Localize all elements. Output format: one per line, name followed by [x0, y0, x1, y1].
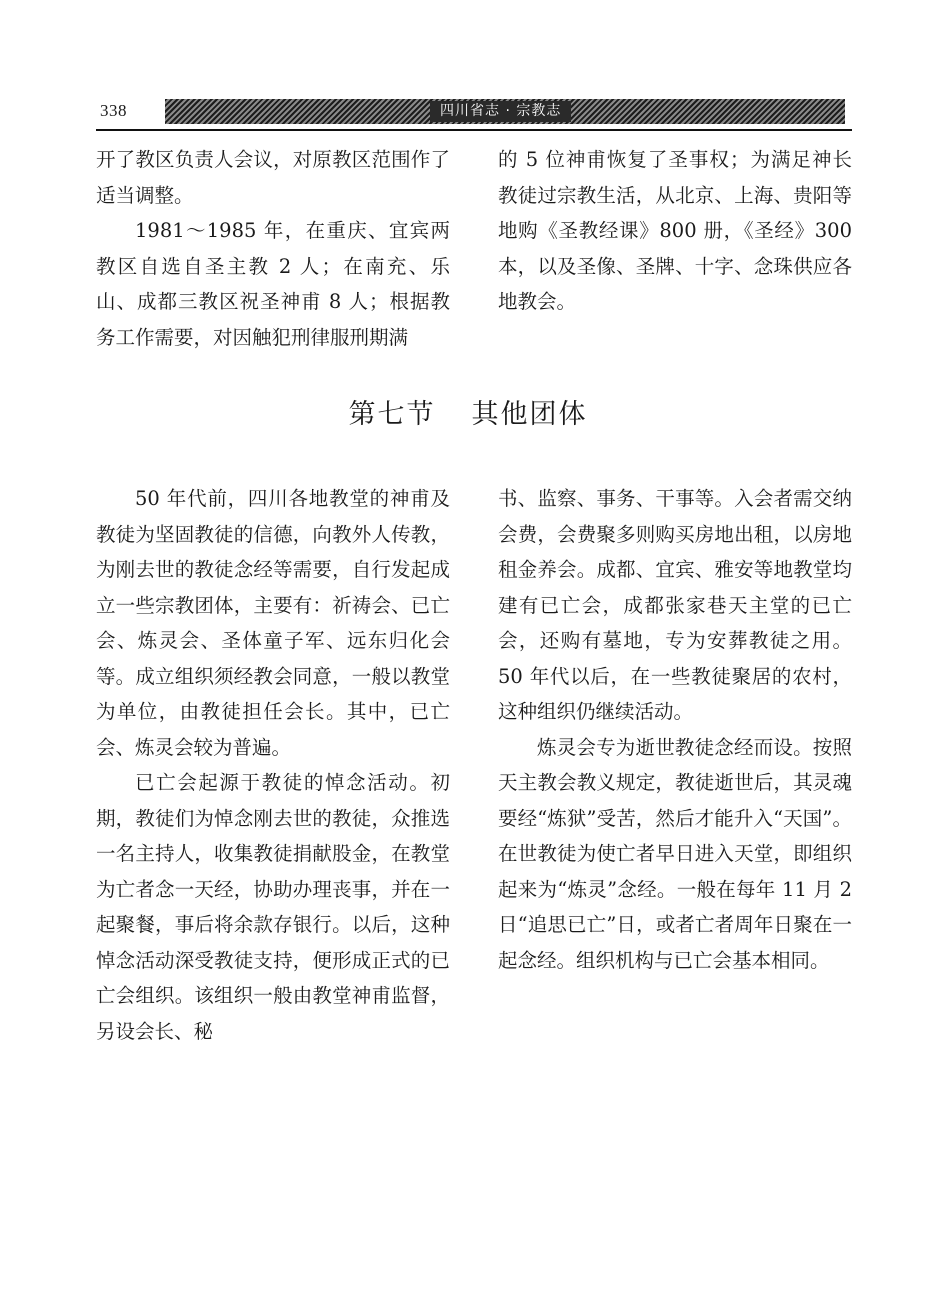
paragraph: 已亡会起源于教徒的悼念活动。初期，教徒们为悼念刚去世的教徒，众推选一名主持人，收集教徒捐献股金，在教堂为亡者念一天经，协助办理丧事，并在一起聚餐，事后将余款存银行。以后，这种悼念活动深受教徒支持，便形成正式的已亡会组织。该组织一般由教堂神甫监督，另设会长、秘: [96, 771, 450, 1043]
paragraph: 的 5 位神甫恢复了圣事权；为满足神长教徒过宗教生活，从北京、上海、贵阳等地购《圣教经课》800 册，《圣经》300 本，以及圣像、圣牌、十字、念珠供应各地教会。: [498, 148, 852, 313]
section-title: 其他团体: [471, 399, 588, 430]
section-heading: [0, 392, 936, 431]
top-right-column: [498, 142, 852, 320]
bottom-right-column: [498, 481, 852, 978]
page-number: 338: [100, 101, 127, 120]
section-number: 第七节: [348, 399, 436, 430]
paragraph: 书、监察、事务、干事等。入会者需交纳会费，会费聚多则购买房地出租，以房地租金养会。成都、宜宾、雅安等地教堂均建有已亡会，成都张家巷天主堂的已亡会，还购有墓地，专为安葬教徒之用。50 年代以后，在一些教徒聚居的农村，这种组织仍继续活动。: [498, 487, 852, 723]
top-left-column: [96, 142, 450, 355]
running-header-title: 四川省志 · 宗教志: [430, 101, 571, 122]
paragraph: 开了教区负责人会议，对原教区范围作了适当调整。: [96, 148, 450, 207]
paragraph: 1981～1985 年，在重庆、宜宾两教区自选自圣主教 2 人；在南充、乐山、成都三教区祝圣神甫 8 人；根据教务工作需要，对因触犯刑律服刑期满: [96, 219, 450, 349]
paragraph: 50 年代前，四川各地教堂的神甫及教徒为坚固教徒的信德，向教外人传教，为刚去世的教徒念经等需要，自行发起成立一些宗教团体，主要有：祈祷会、已亡会、炼灵会、圣体童子军、远东归化会等。成立组织须经教会同意，一般以教堂为单位，由教徒担任会长。其中，已亡会、炼灵会较为普遍。: [96, 487, 450, 759]
paragraph: 炼灵会专为逝世教徒念经而设。按照天主教会教义规定，教徒逝世后，其灵魂要经“炼狱”受苦，然后才能升入“天国”。在世教徒为使亡者早日进入天堂，即组织起来为“炼灵”念经。一般在每年 11 月 2 日“追思已亡”日，或者亡者周年日聚在一起念经。组织机构与已亡会基本相同。: [498, 735, 852, 972]
header-rule: [96, 129, 852, 131]
bottom-left-column: [96, 481, 450, 1049]
